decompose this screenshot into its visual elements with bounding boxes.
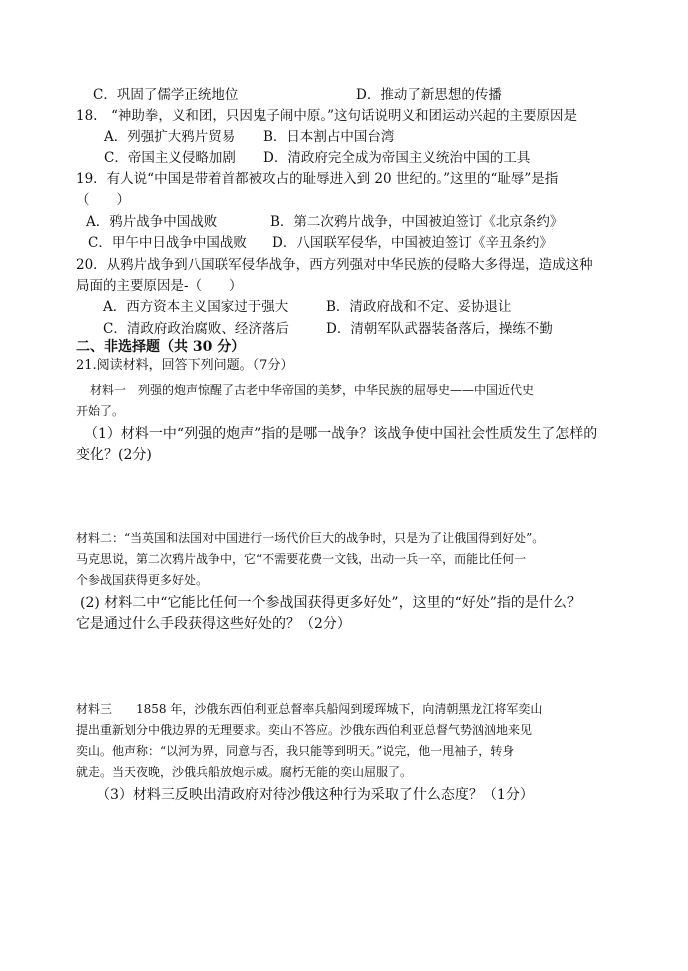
q20-stem-line2: 局面的主要原因是-（ ） <box>76 278 243 294</box>
q17-option-d: D．推动了新思想的传播 <box>356 87 502 103</box>
q21-sub1-line2: 变化？(2分) <box>76 447 152 463</box>
q21-material2-line2: 马克思说，第二次鸦片战争中，它“不需要花费一文钱，出动一兵一卒，而能比任何一 <box>76 552 527 566</box>
q18-option-a: A．列强扩大鸦片贸易 <box>104 129 236 145</box>
q17-option-c: C．巩固了儒学正统地位 <box>93 87 239 103</box>
q19-option-b: B．第二次鸦片战争，中国被迫签订《北京条约》 <box>270 214 564 230</box>
q19-blank: （ ） <box>76 192 130 208</box>
q21-sub1-line1: （1）材料一中“列强的炮声”指的是哪一战争？该战争使中国社会性质发生了怎样的 <box>84 426 598 442</box>
q20-option-c: C．清政府政治腐败、经济落后 <box>103 321 289 337</box>
q21-stem: 21.阅读材料，回答下列问题。（7分） <box>76 358 294 373</box>
q21-material3-line4: 就走。当天夜晚，沙俄兵船放炮示威。腐朽无能的奕山屈服了。 <box>76 765 413 779</box>
q20-option-d: D．清朝军队武器装备落后，操练不勤 <box>326 321 553 337</box>
q21-material1-line2: 开始了。 <box>76 404 125 418</box>
q21-sub2-line2: 它是通过什么手段获得这些好处的？（2分） <box>76 616 351 632</box>
q21-material3-line3: 奕山。他声称：“以河为界，同意与否，我只能等到明天。”说完，他一甩袖子，转身 <box>76 744 515 758</box>
q18-option-d: D．清政府完全成为帝国主义统治中国的工具 <box>263 150 531 166</box>
q19-option-a: A．鸦片战争中国战败 <box>86 214 218 230</box>
q21-sub2-line1: (2) 材料二中“它能比任何一个参战国获得更多好处”，这里的“好处”指的是什么？ <box>80 595 581 611</box>
q19-stem: 19．有人说“中国是带着首都被攻占的耻辱进入到 20 世纪的。”这里的“耻辱”是指 <box>76 171 559 187</box>
q21-material3-line2: 提出重新划分中俄边界的无理要求。奕山不答应。沙俄东西伯利亚总督气势汹汹地来见 <box>76 723 533 737</box>
q21-material3-line1: 材料三 1858 年，沙俄东西伯利亚总督率兵船闯到瑷珲城下，向清朝黑龙江将军奕山 <box>76 702 543 716</box>
q19-option-d: D．八国联军侵华，中国被迫签订《辛丑条约》 <box>272 235 553 251</box>
q21-sub3: （3）材料三反映出清政府对待沙俄这种行为采取了什么态度？（1分） <box>96 787 534 803</box>
q18-option-c: C．帝国主义侵略加剧 <box>104 150 236 166</box>
q20-option-a: A．西方资本主义国家过于强大 <box>103 299 289 315</box>
q21-material2-line3: 个参战国获得更多好处。 <box>76 573 209 587</box>
q18-option-b: B．日本割占中国台湾 <box>263 129 395 145</box>
q18-stem: 18. “神助拳，义和团，只因鬼子闹中原。”这句话说明义和团运动兴起的主要原因是 <box>76 108 578 124</box>
section2-title: 二、非选择题（共 30 分） <box>76 339 246 355</box>
q19-option-c: C．甲午中日战争中国战败 <box>88 235 247 251</box>
q21-material1-line1: 材料一 列强的炮声惊醒了古老中华帝国的美梦，中华民族的屈辱史——中国近代史 <box>90 383 535 397</box>
q21-material2-line1: 材料二：“当英国和法国对中国进行一场代价巨大的战争时，只是为了让俄国得到好处”。 <box>76 531 545 545</box>
q20-option-b: B．清政府战和不定、妥协退让 <box>326 299 512 315</box>
q20-stem-line1: 20．从鸦片战争到八国联军侵华战争，西方列强对中华民族的侵略大多得逞，造成这种 <box>76 257 593 273</box>
